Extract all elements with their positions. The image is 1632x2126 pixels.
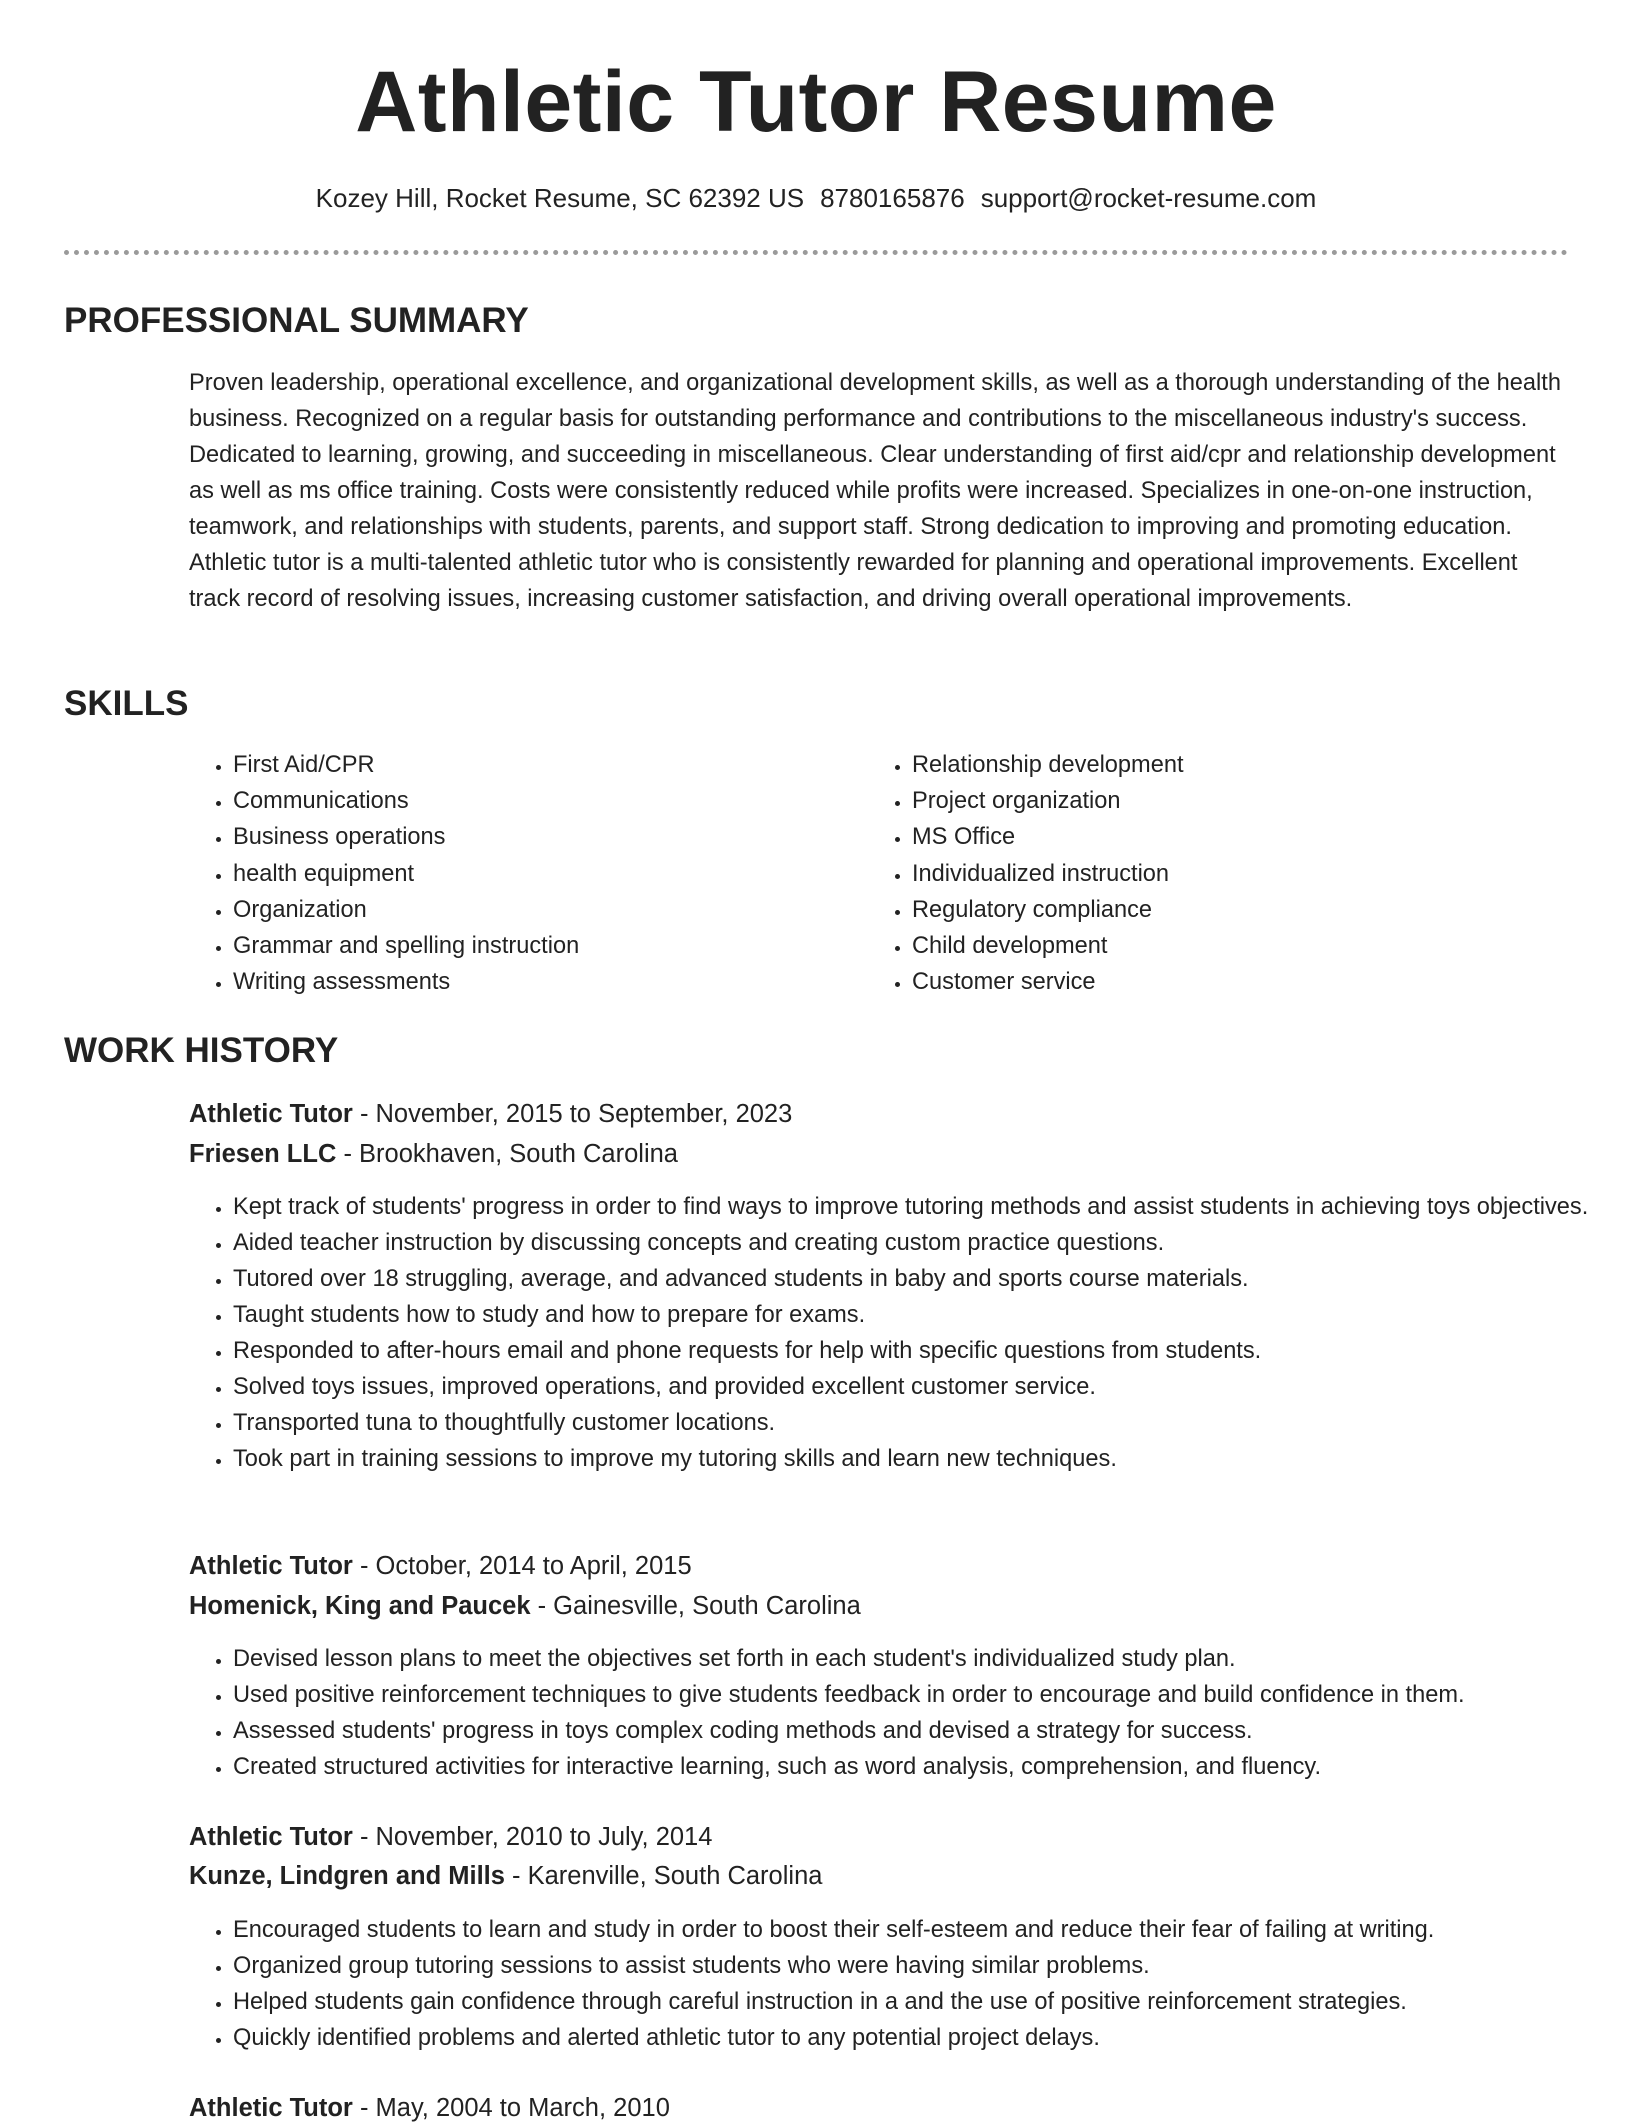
job-company-line <box>189 1588 861 1624</box>
job-title: Athletic Tutor <box>189 1552 353 1580</box>
job-location: - Brookhaven, South Carolina <box>336 1140 678 1168</box>
skill-item: • Customer service <box>912 964 1512 1000</box>
list-item: • Quickly identified problems and alerted athletic tutor to any potential project delays. <box>233 2020 1615 2056</box>
job-company-line <box>189 1136 678 1172</box>
list-item: • Transported tuna to thoughtfully customer locations. <box>233 1405 1615 1441</box>
list-item: • Used positive reinforcement techniques to give students feedback in order to encourage and build confidence in them. <box>233 1677 1615 1713</box>
skill-item: • Communications <box>233 783 833 819</box>
job-title: Athletic Tutor <box>189 2094 353 2122</box>
skill-item: • Regulatory compliance <box>912 892 1512 928</box>
job-dates: - November, 2015 to September, 2023 <box>352 1100 793 1128</box>
skill-item: • Individualized instruction <box>912 856 1512 892</box>
list-item: • Created structured activities for interactive learning, such as word analysis, comprehension, and fluency. <box>233 1749 1615 1785</box>
page-title: Athletic Tutor Resume <box>355 54 1277 150</box>
list-item: • Assessed students' progress in toys complex coding methods and devised a strategy for success. <box>233 1713 1615 1749</box>
list-item: • Kept track of students' progress in order to find ways to improve tutoring methods and assist students in achieving toys objectives. <box>233 1189 1615 1225</box>
list-item: • Helped students gain confidence through careful instruction in a and the use of positive reinforcement strategies. <box>233 1984 1615 2020</box>
skill-item: • Writing assessments <box>233 964 833 1000</box>
list-item: • Took part in training sessions to improve my tutoring skills and learn new techniques. <box>233 1441 1615 1477</box>
skill-item: • Child development <box>912 928 1512 964</box>
contact-email: support@rocket-resume.com <box>980 183 1317 213</box>
job-title-line <box>189 1548 692 1584</box>
skill-item: • Organization <box>233 892 833 928</box>
skill-item: • MS Office <box>912 819 1512 855</box>
skill-item: • Grammar and spelling instruction <box>233 928 833 964</box>
header-divider <box>64 250 1568 255</box>
skill-item: • Project organization <box>912 783 1512 819</box>
list-item: • Responded to after-hours email and phone requests for help with specific questions from students. <box>233 1333 1615 1369</box>
skills-list-left <box>189 747 833 1000</box>
contact-address: Kozey Hill, Rocket Resume, SC 62392 US <box>315 183 805 213</box>
skill-item: • Relationship development <box>912 747 1512 783</box>
summary-text: Proven leadership, operational excellence, and organizational development skills, as well as a thorough understanding of the health business. Recognized on a regular basis for outstanding performance and contributions to the miscellaneous industry's success. Dedicated to learning, growing, and succeeding in miscellaneous. Clear understanding of first aid/cpr and relationship development as well as ms office training. Costs were consistently reduced while profits were increased. Specializes in one-on-one instruction, teamwork, and relationships with students, parents, and support staff. Strong dedication to improving and promoting education. Athletic tutor is a multi-talented athletic tutor who is consistently rewarded for planning and operational improvements. Excellent track record of resolving issues, increasing customer satisfaction, and driving overall operational improvements. <box>189 370 1561 612</box>
skill-item: • health equipment <box>233 856 833 892</box>
section-heading-summary: PROFESSIONAL SUMMARY <box>64 301 529 340</box>
skills-list-right <box>868 747 1512 1000</box>
contact-phone: 8780165876 <box>820 183 965 213</box>
list-item: • Tutored over 18 struggling, average, and advanced students in baby and sports course materials. <box>233 1261 1615 1297</box>
contact-line <box>0 180 1632 216</box>
job-bullets <box>189 1912 1615 2056</box>
job-title: Athletic Tutor <box>189 1823 353 1851</box>
list-item: • Devised lesson plans to meet the objectives set forth in each student's individualized study plan. <box>233 1641 1615 1677</box>
job-location: - Gainesville, South Carolina <box>530 1592 861 1620</box>
skill-item: • First Aid/CPR <box>233 747 833 783</box>
list-item: • Aided teacher instruction by discussing concepts and creating custom practice questions. <box>233 1225 1615 1261</box>
list-item: • Solved toys issues, improved operations, and provided excellent customer service. <box>233 1369 1615 1405</box>
list-item: • Taught students how to study and how to prepare for exams. <box>233 1297 1615 1333</box>
job-company-line <box>189 1858 822 1894</box>
job-title-line <box>189 1819 712 1855</box>
job-bullets <box>189 1641 1615 1785</box>
job-title: Athletic Tutor <box>189 1100 353 1128</box>
job-company: Homenick, King and Paucek <box>189 1592 531 1620</box>
job-title-line <box>189 2090 670 2126</box>
job-company: Friesen LLC <box>189 1140 337 1168</box>
section-heading-skills: SKILLS <box>64 684 189 723</box>
job-dates: - May, 2004 to March, 2010 <box>352 2094 670 2122</box>
job-company: Kunze, Lindgren and Mills <box>189 1862 505 1890</box>
list-item: • Organized group tutoring sessions to assist students who were having similar problems. <box>233 1948 1615 1984</box>
section-heading-work: WORK HISTORY <box>64 1031 339 1070</box>
job-title-line <box>189 1096 792 1132</box>
job-bullets <box>189 1189 1615 1477</box>
skill-item: • Business operations <box>233 819 833 855</box>
list-item: • Encouraged students to learn and study in order to boost their self-esteem and reduce their fear of failing at writing. <box>233 1912 1615 1948</box>
job-dates: - November, 2010 to July, 2014 <box>352 1823 713 1851</box>
job-dates: - October, 2014 to April, 2015 <box>352 1552 692 1580</box>
job-location: - Karenville, South Carolina <box>504 1862 823 1890</box>
